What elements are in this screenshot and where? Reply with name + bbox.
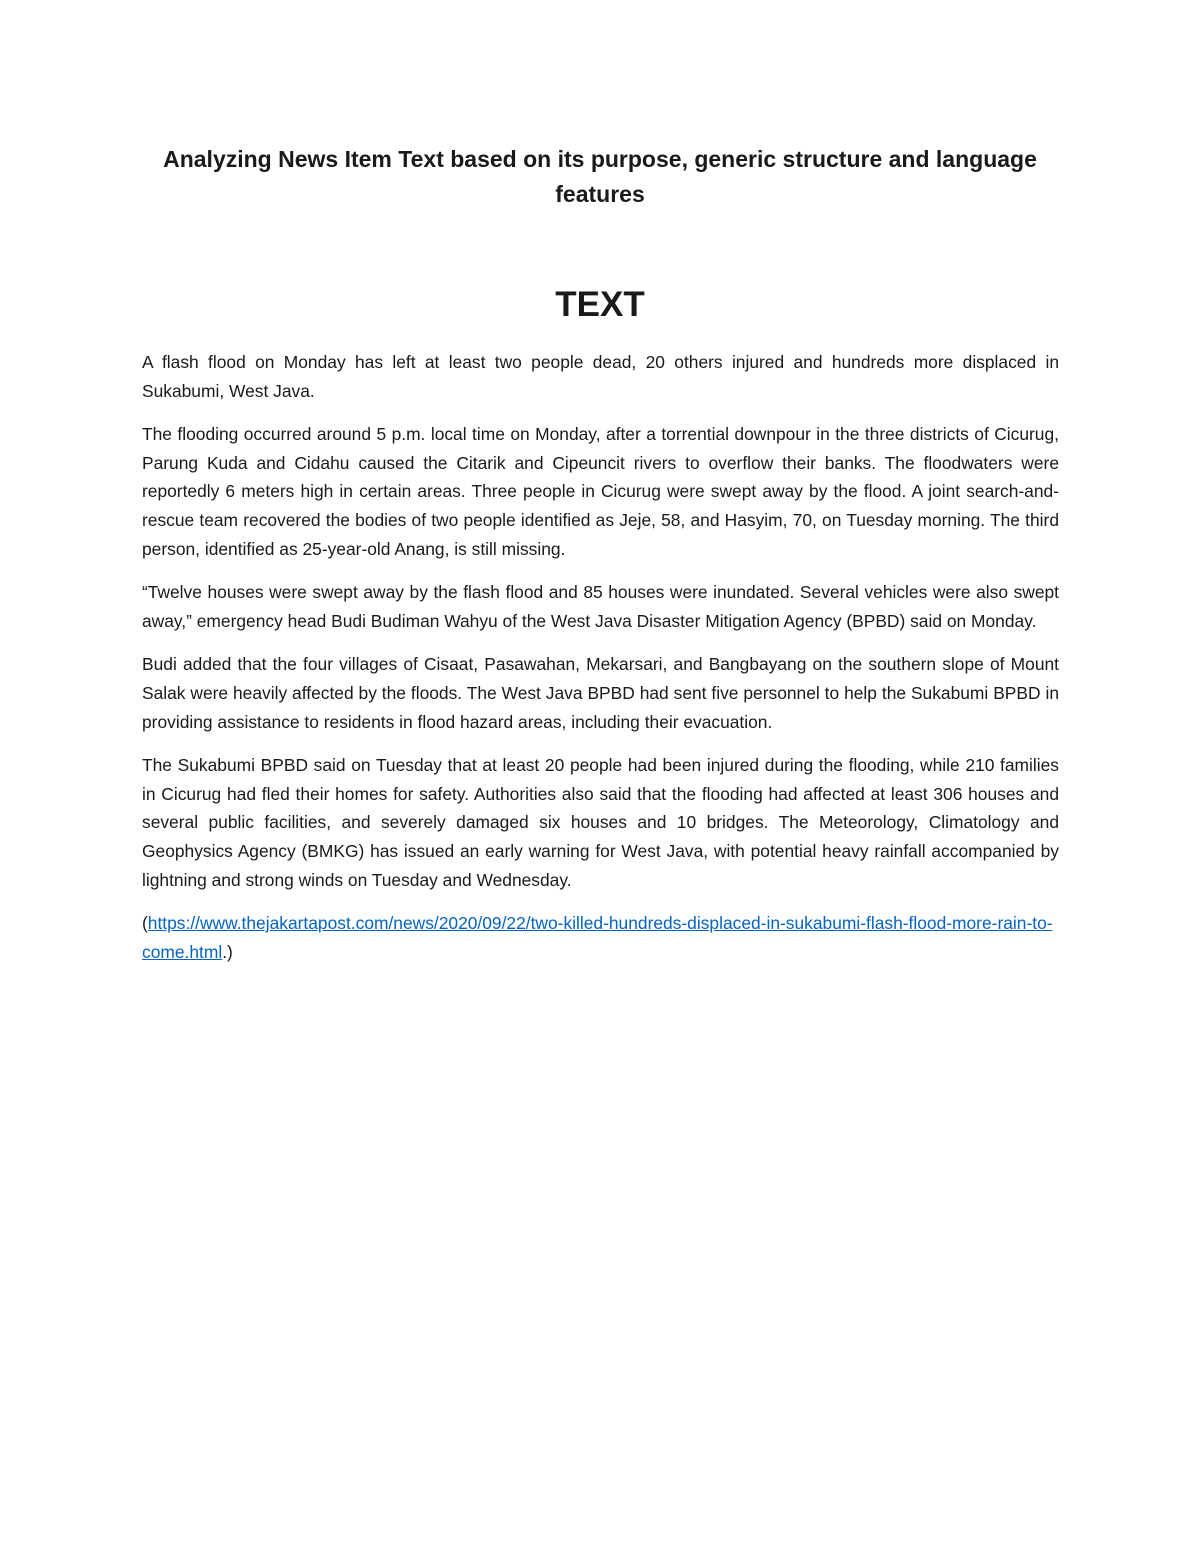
section-heading: TEXT [555,285,645,324]
source-open-paren: ( [142,913,148,934]
paragraph-4: Budi added that the four villages of Cisaat, Pasawahan, Mekarsari, and Bangbayang on the southern slope of Mount Salak were heavily affected by the floods. The West Java BPBD had sent five personnel to help the Sukabumi BPBD in providing assistance to residents in flood hazard areas, including their evacuation. [142,654,1059,732]
paragraph-2: The flooding occurred around 5 p.m. local time on Monday, after a torrential downpour in the three districts of Cicurug, Parung Kuda and Cidahu caused the Citarik and Cipeuncit rivers to overflow their banks. The floodwaters were reportedly 6 meters high in certain areas. Three people in Cicurug were swept away by the flood. A joint search-and-rescue team recovered the bodies of two people identified as Jeje, 58, and Hasyim, 70, on Tuesday morning. The third person, identified as 25-year-old Anang, is still missing. [142,424,1059,559]
source-url-link[interactable]: https://www.thejakartapost.com/news/2020/09/22/two-killed-hundreds-displaced-in-sukabumi-flash-flood-more-rain-to-come.html [142,913,1053,962]
paragraph-1: A flash flood on Monday has left at least two people dead, 20 others injured and hundreds more displaced in Sukabumi, West Java. [142,352,1059,401]
document-title: Analyzing News Item Text based on its purpose, generic structure and language features [163,146,1037,207]
paragraph-5: The Sukabumi BPBD said on Tuesday that at least 20 people had been injured during the flooding, while 210 families in Cicurug had fled their homes for safety. Authorities also said that the flooding had affected at least 306 houses and several public facilities, and severely damaged six houses and 10 bridges. The Meteorology, Climatology and Geophysics Agency (BMKG) has issued an early warning for West Java, with potential heavy rainfall accompanied by lightning and strong winds on Tuesday and Wednesday. [142,755,1059,890]
paragraph-3: “Twelve houses were swept away by the flash flood and 85 houses were inundated. Several vehicles were also swept away,” emergency head Budi Budiman Wahyu of the West Java Disaster Mitigation Agency (BPBD) said on Monday. [142,582,1059,631]
source-citation [142,909,1059,966]
source-close: .) [222,941,233,962]
article-body [142,348,1059,981]
